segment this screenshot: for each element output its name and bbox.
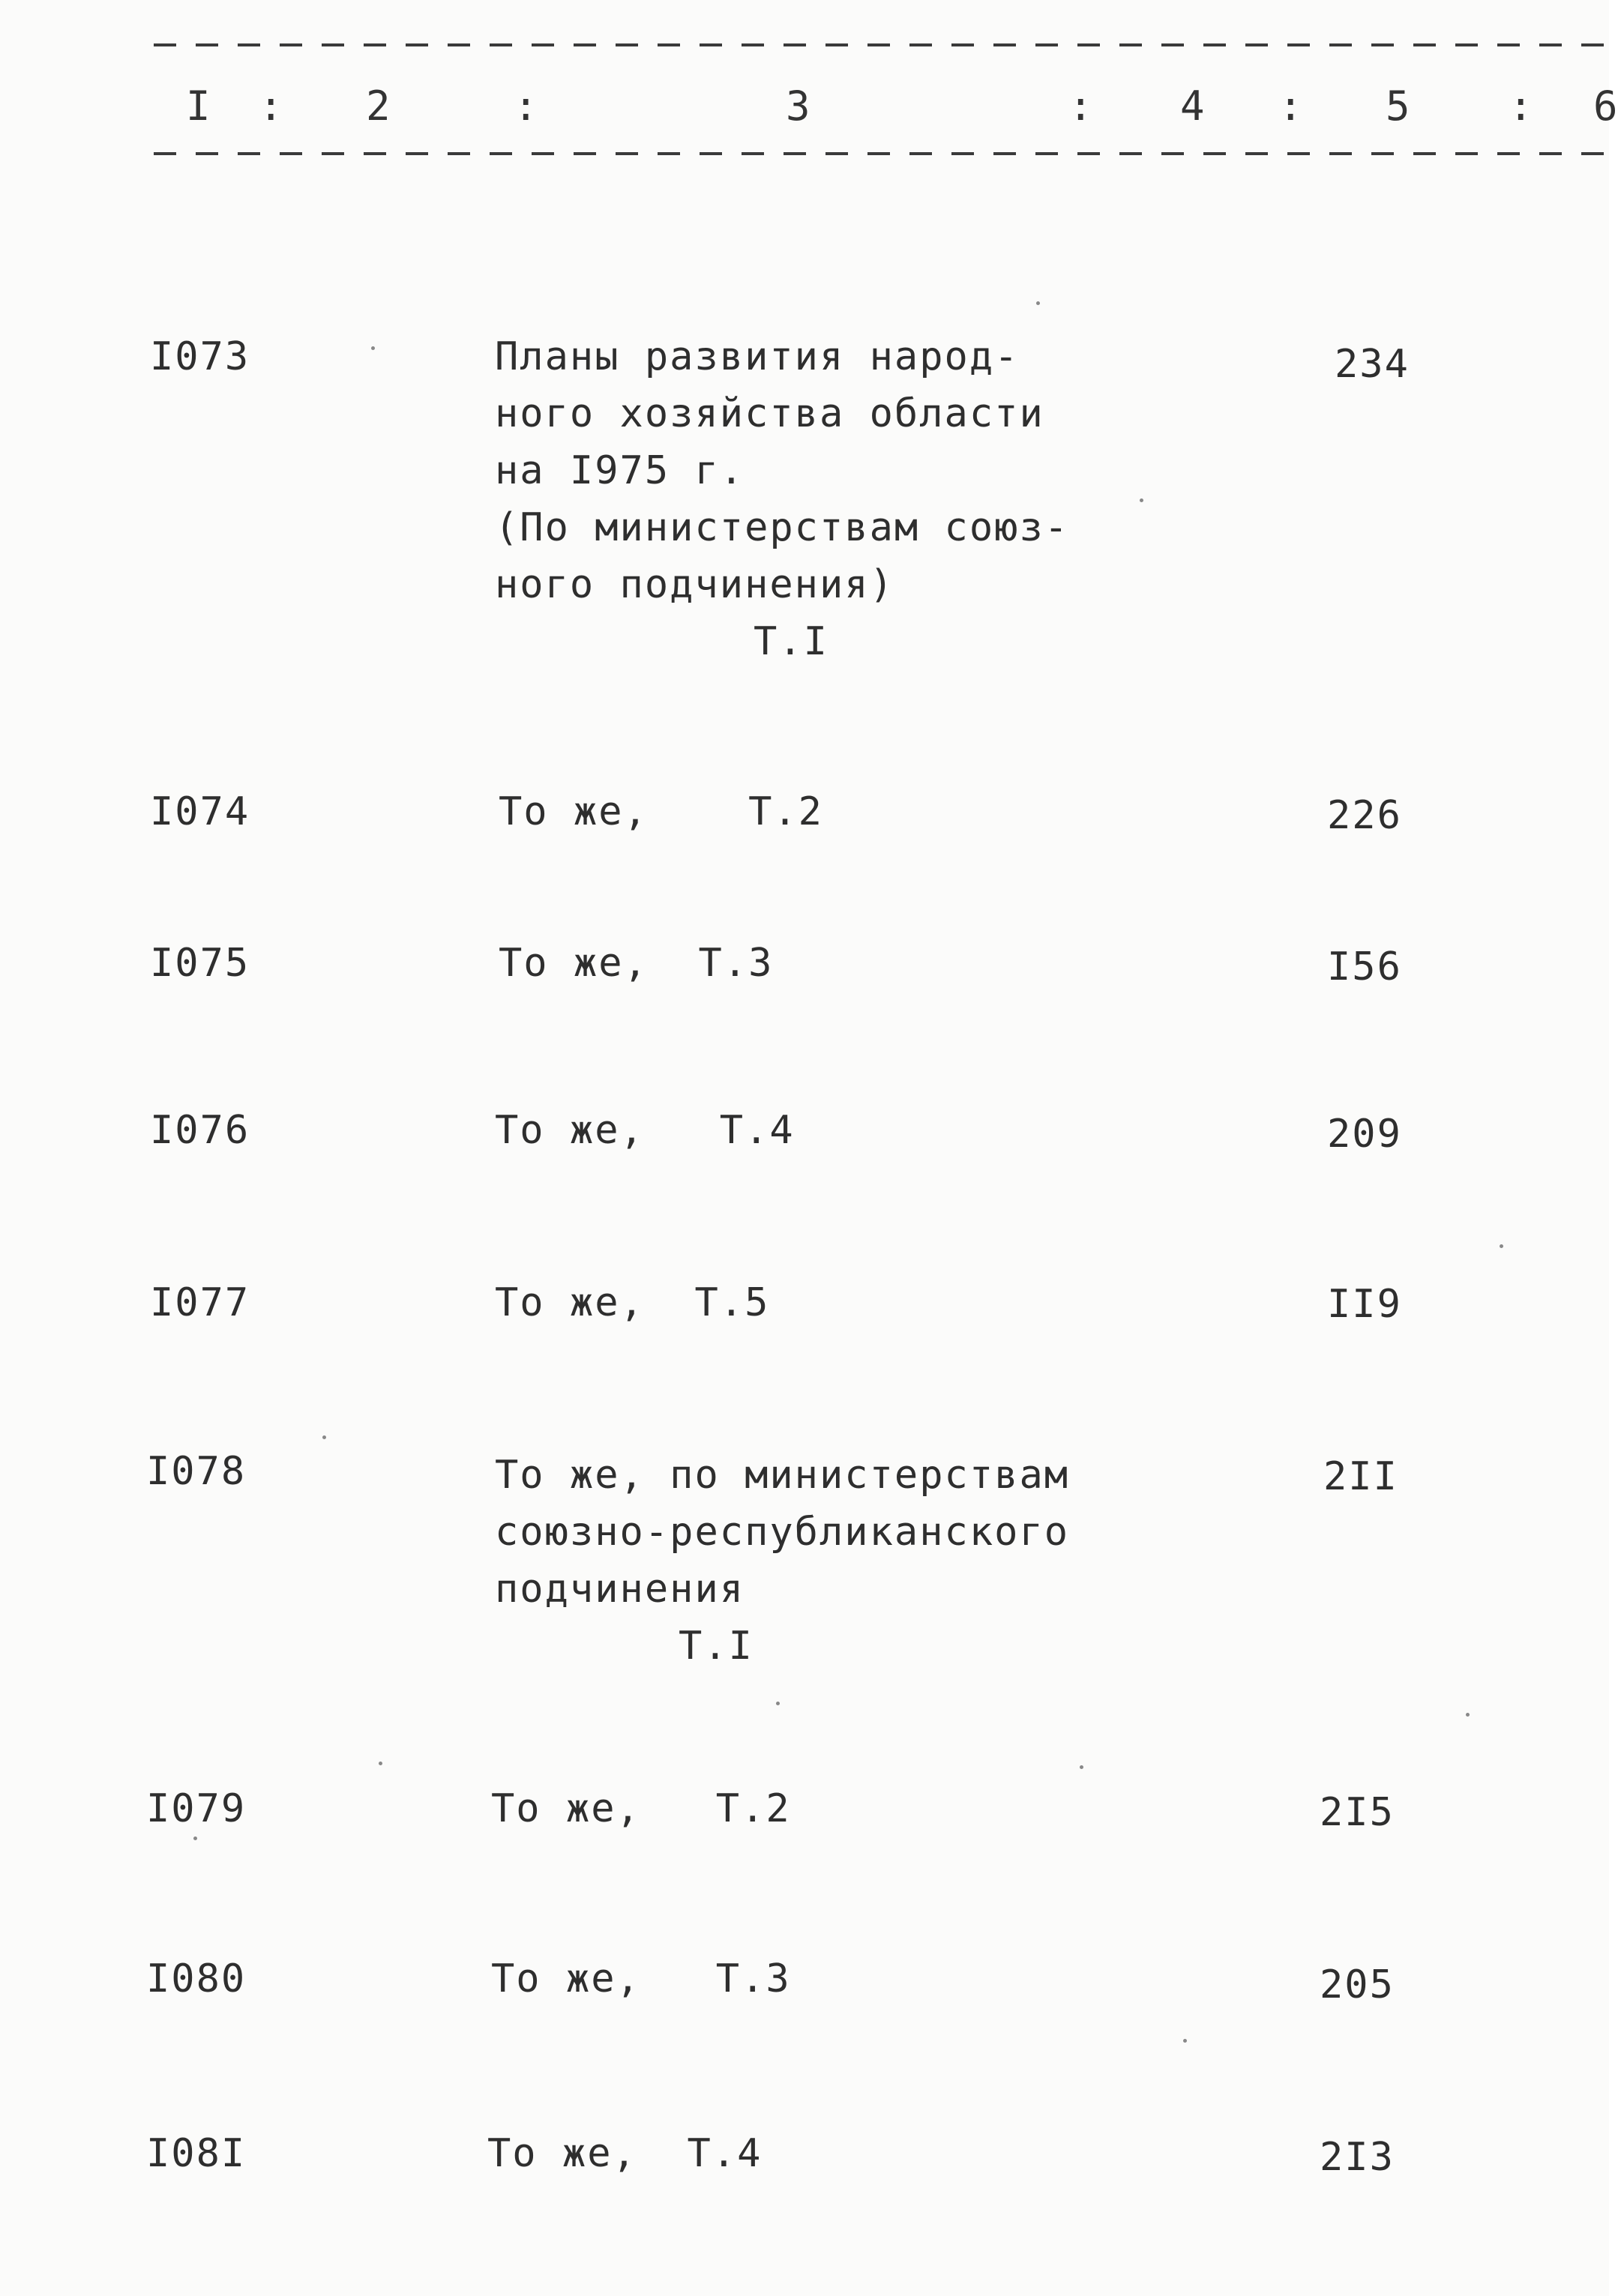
column-header-4: 4 [1180,82,1205,130]
item-number: I080 [146,1956,247,2001]
scan-speck [1036,301,1040,305]
scan-speck [322,1435,326,1439]
item-description-line: То же, Т.3 [491,1956,791,2001]
item-description-line: Планы развития народ- [495,334,1020,379]
column-header-2: 2 [366,82,391,130]
item-number: I076 [150,1108,250,1153]
item-description-line: на I975 г. [495,448,745,493]
item-page-count: 226 [1327,793,1402,838]
column-separator: : [1068,82,1093,130]
column-header-5: 5 [1386,82,1410,130]
item-tome: Т.I [679,1624,754,1669]
column-separator: : [1509,82,1533,130]
item-number: I074 [150,789,250,834]
scan-speck [776,1702,780,1705]
scan-speck [1140,498,1143,502]
column-header-1: I [186,82,211,130]
item-description-line: ного хозяйства области [495,391,1044,436]
item-number: I079 [146,1786,247,1831]
item-description-line: То же, Т.5 [495,1280,770,1325]
column-header-3: 3 [786,82,810,130]
item-description-line: подчинения [495,1567,745,1612]
item-page-count: 234 [1335,342,1410,387]
header-top-dashed-rule [154,43,1609,46]
item-page-count: 2I3 [1320,2135,1395,2180]
item-page-count: II9 [1327,1282,1402,1327]
column-separator: : [1278,82,1303,130]
item-description-line: (По министерствам союз- [495,505,1070,550]
column-separator: : [514,82,538,130]
scan-speck [1466,1713,1470,1717]
item-description-line: союзно-республиканского [495,1510,1070,1555]
column-header-6: 6 [1593,82,1618,130]
item-page-count: I56 [1327,944,1402,989]
item-description-line: То же, по министерствам [495,1453,1070,1498]
scan-speck [371,346,375,350]
scan-speck [1080,1765,1083,1769]
item-description-line: ного подчинения) [495,562,894,607]
item-number: I077 [150,1280,250,1325]
scan-speck [379,1762,382,1765]
item-page-count: 2II [1323,1454,1398,1499]
scan-speck [1183,2039,1187,2043]
item-number: I073 [150,334,250,379]
item-tome: Т.I [754,619,828,664]
column-separator: : [259,82,283,130]
scan-speck [193,1837,197,1840]
item-description-line: То же, Т.2 [499,789,823,834]
item-number: I078 [146,1449,247,1494]
item-page-count: 205 [1320,1962,1395,2007]
item-description-line: То же, Т.3 [499,941,774,986]
item-number: I075 [150,941,250,986]
item-description-line: То же, Т.2 [491,1786,791,1831]
item-description-line: То же, Т.4 [487,2131,763,2176]
item-description-line: То же, Т.4 [495,1108,795,1153]
header-bottom-dashed-rule [154,152,1609,155]
item-page-count: 2I5 [1320,1790,1395,1835]
scan-speck [1500,1244,1503,1248]
item-number: I08I [146,2131,247,2176]
item-page-count: 209 [1327,1112,1402,1157]
